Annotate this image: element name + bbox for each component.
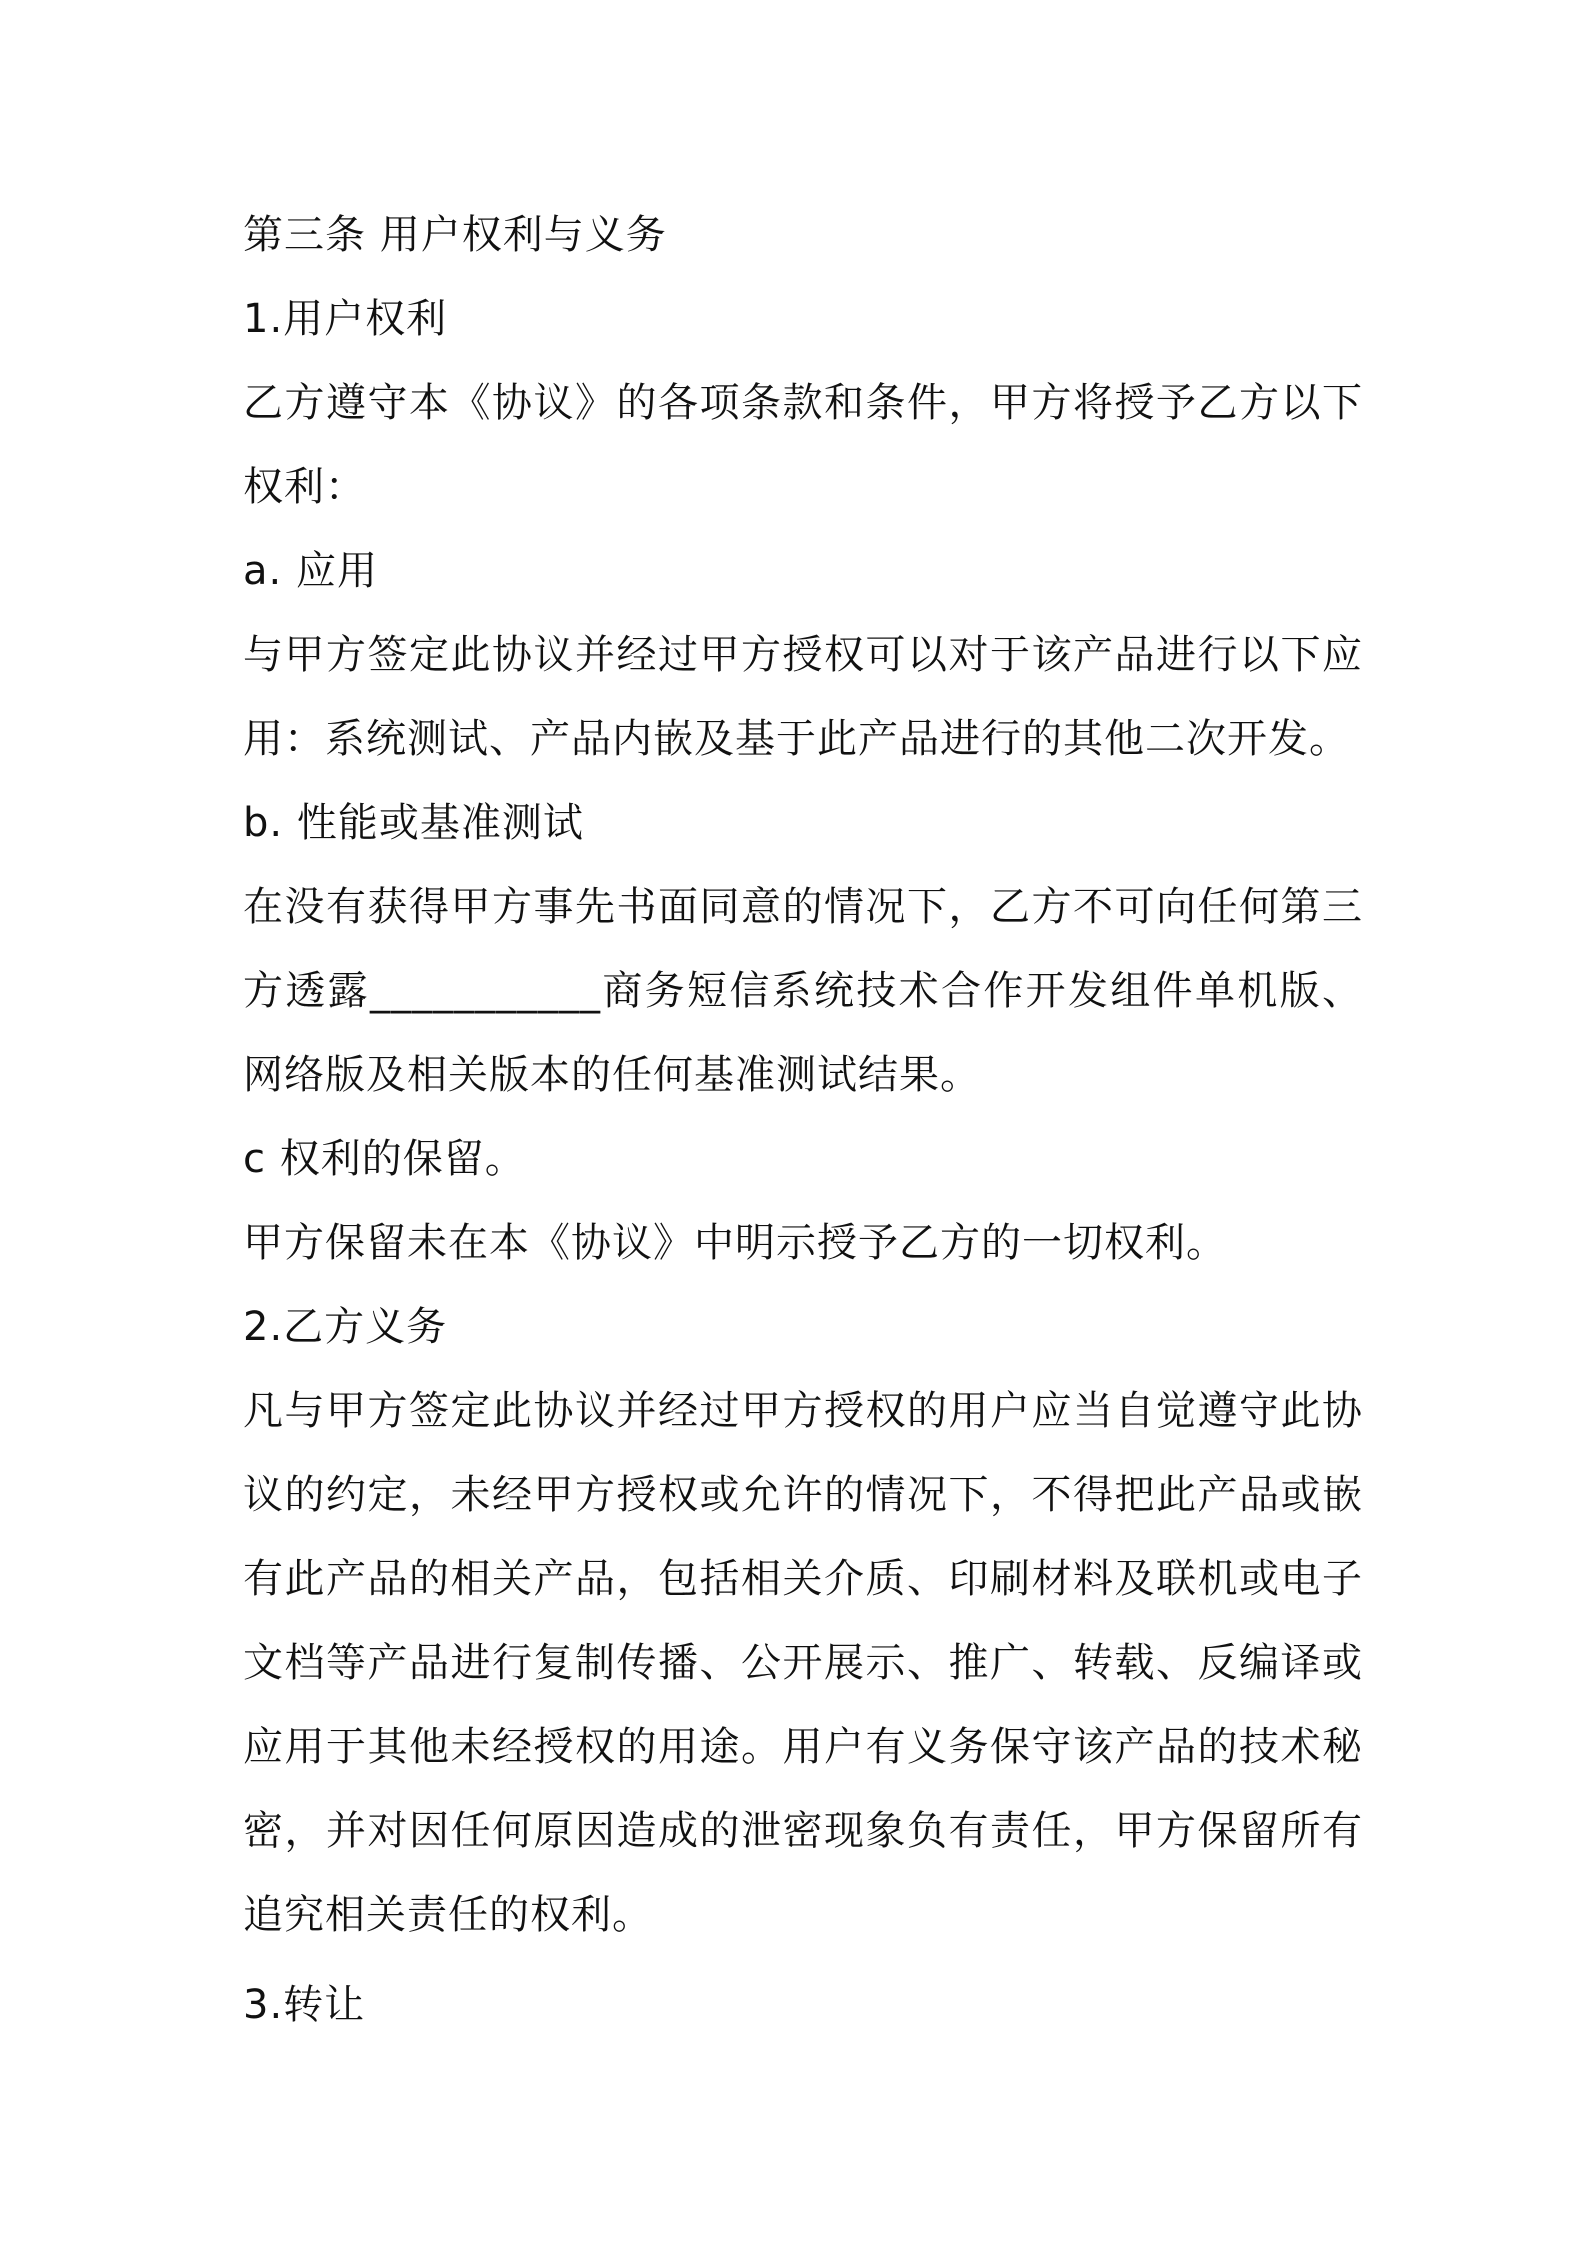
section-3-heading: 3.转让 (243, 1982, 366, 2028)
section-2-heading: 2.乙方义务 (243, 1304, 448, 1350)
document-body (243, 193, 1363, 2047)
item-c-body: 甲方保留未在本《协议》中明示授予乙方的一切权利。 (243, 1220, 1227, 1266)
article-title: 第三条 用户权利与义务 (243, 212, 667, 258)
section-2-body: 凡与甲方签定此协议并经过甲方授权的用户应当自觉遵守此协议的约定，未经甲方授权或允许的情况下，不得把此产品或嵌有此产品的相关产品，包括相关介质、印刷材料及联机或电子文档等产品进行复制传播、公开展示、推广、转载、反编译或应用于其他未经授权的用途。用户有义务保守该产品的技术秘密，并对因任何原因造成的泄密现象负有责任，甲方保留所有追究相关责任的权利。 (243, 1388, 1363, 1938)
item-b-body: 在没有获得甲方事先书面同意的情况下，乙方不可向任何第三方透露___________商务短信系统技术合作开发组件单机版、网络版及相关版本的任何基准测试结果。 (243, 884, 1363, 1098)
section-1-intro: 乙方遵守本《协议》的各项条款和条件，甲方将授予乙方以下权利： (243, 380, 1363, 510)
section-1-heading: 1.用户权利 (243, 296, 448, 342)
item-a-body: 与甲方签定此协议并经过甲方授权可以对于该产品进行以下应用：系统测试、产品内嵌及基于此产品进行的其他二次开发。 (243, 632, 1363, 762)
item-a-heading: a. 应用 (243, 548, 378, 594)
item-c-heading: c 权利的保留。 (243, 1136, 526, 1182)
item-b-heading: b. 性能或基准测试 (243, 800, 584, 846)
